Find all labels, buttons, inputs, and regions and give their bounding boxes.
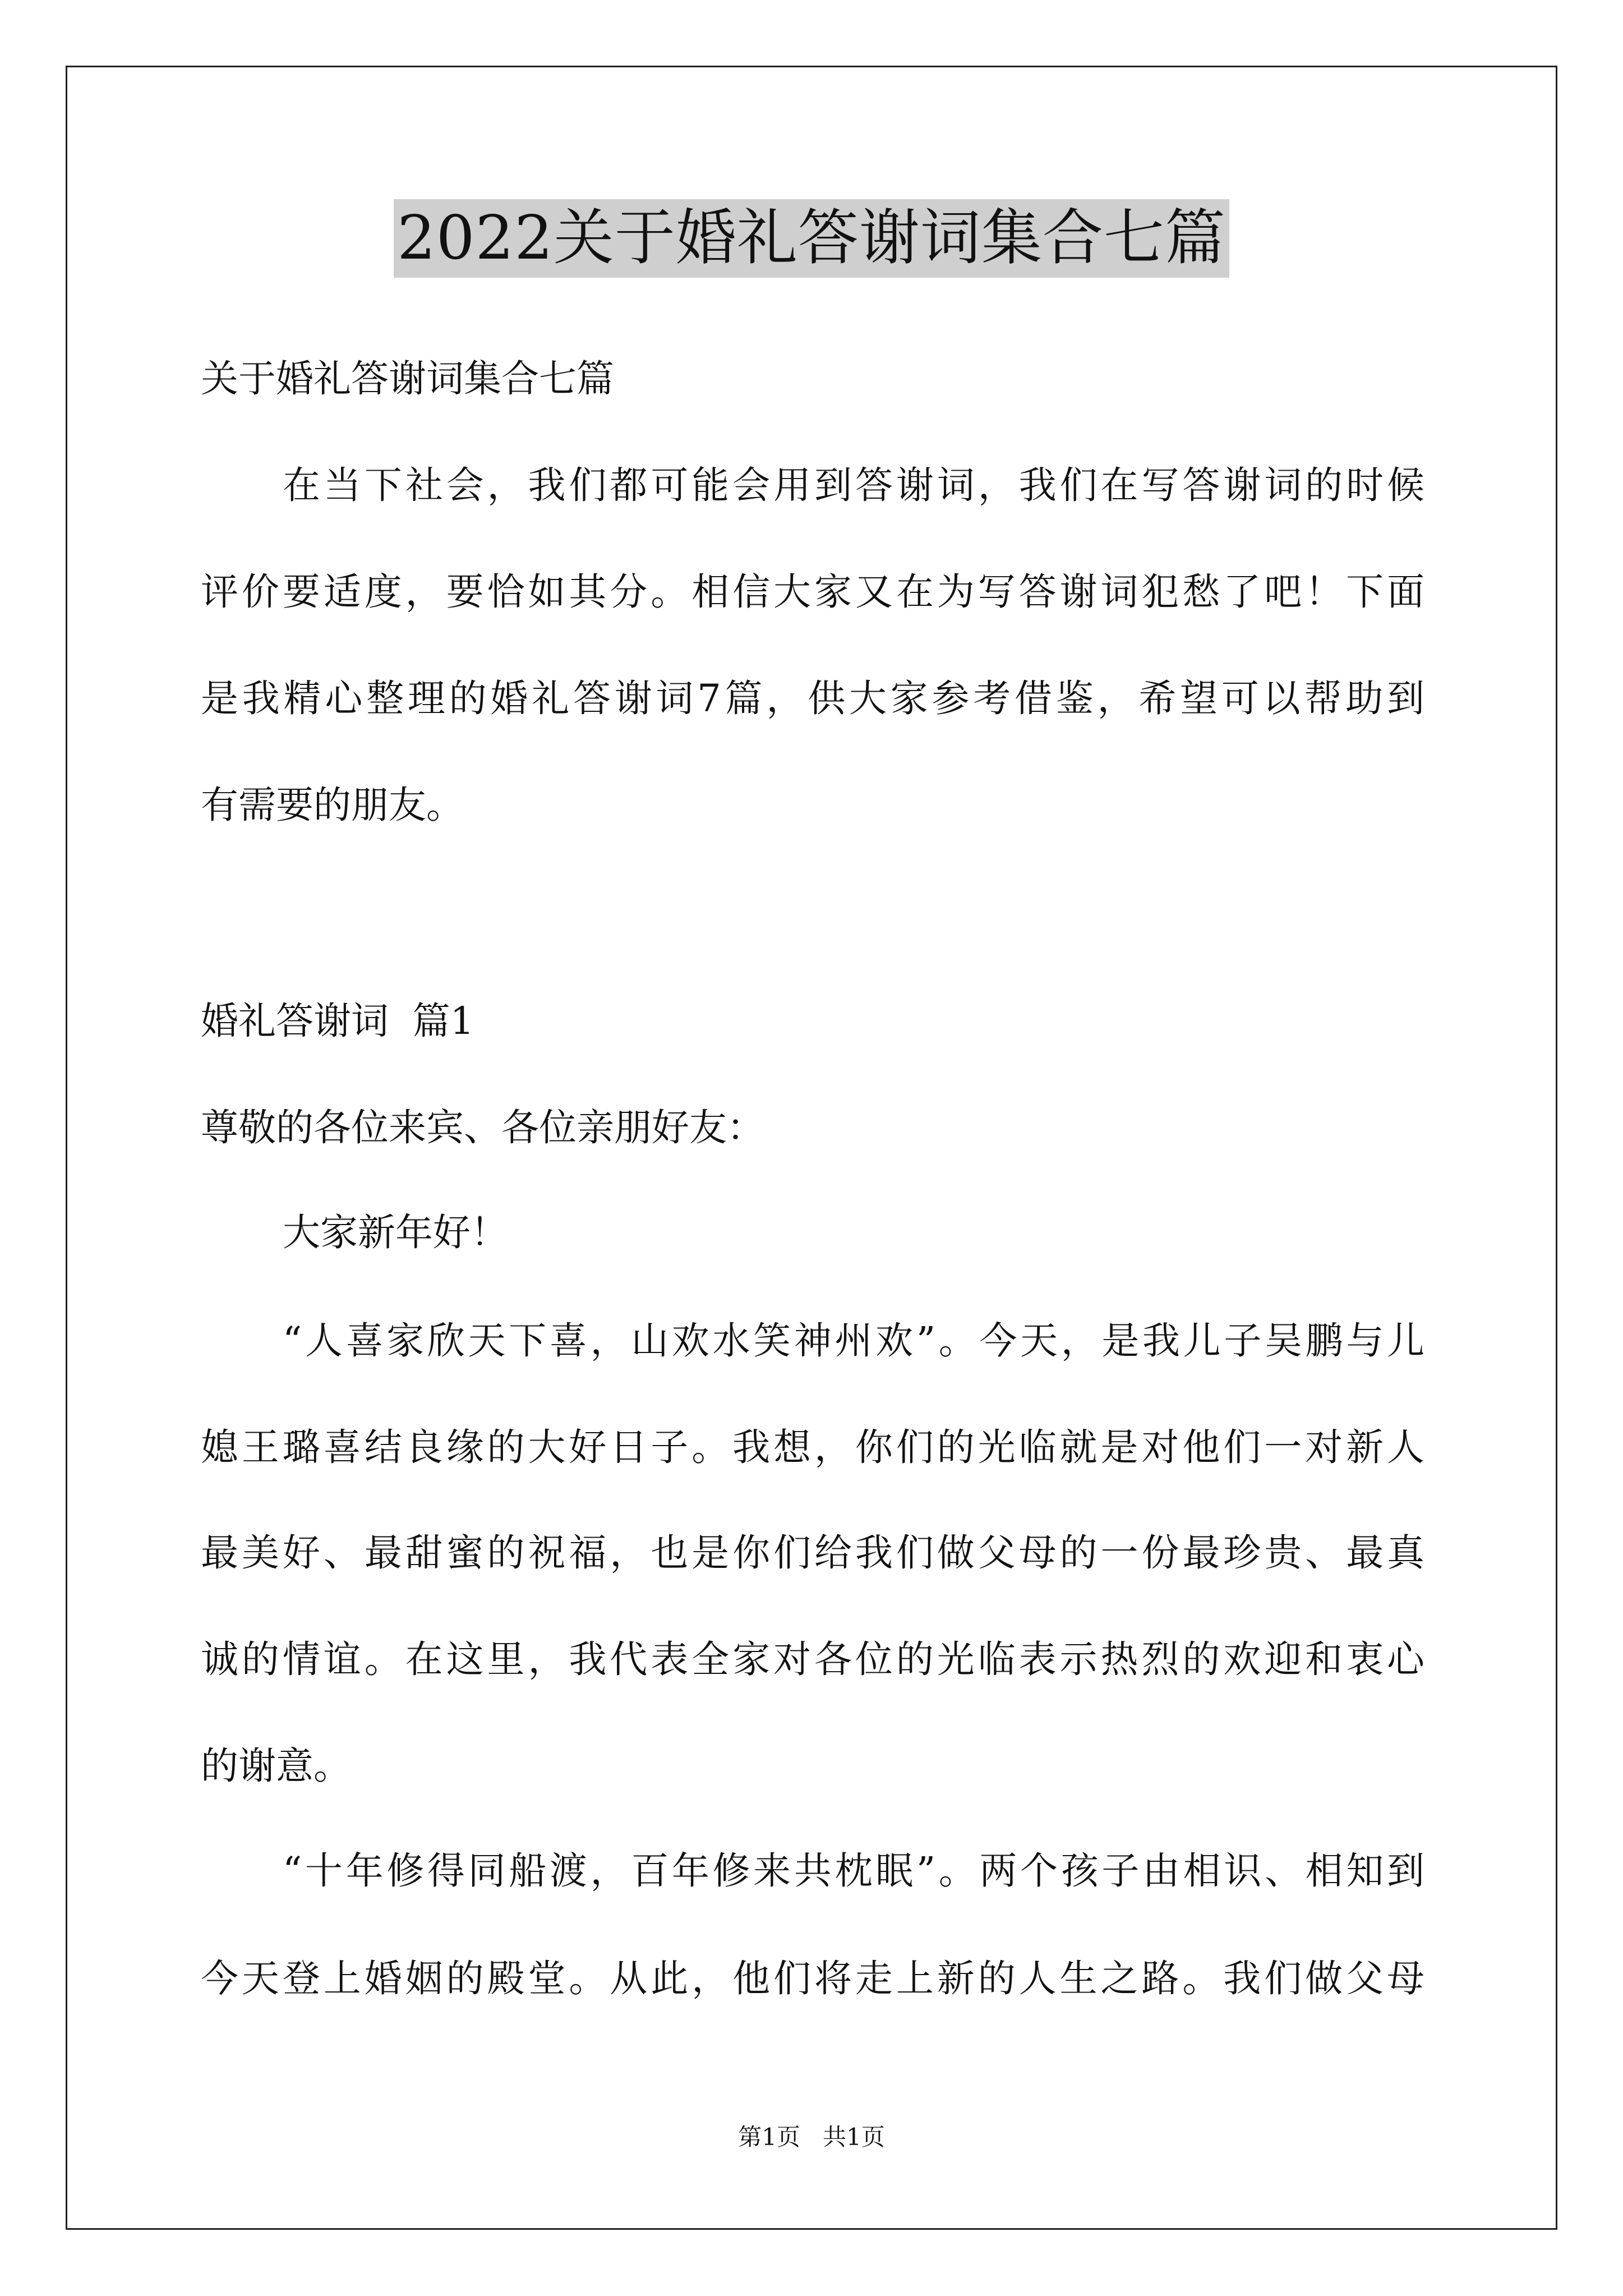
intro-line: 是我精心整理的婚礼答谢词7篇，供大家参考借鉴，希望可以帮助到 — [201, 677, 1424, 720]
paragraph-line: 诚的情谊。在这里，我代表全家对各位的光临表示热烈的欢迎和衷心 — [201, 1637, 1424, 1681]
salutation: 尊敬的各位来宾、各位亲朋好友： — [201, 1106, 764, 1149]
page-footer: 第1页 共1页 — [738, 2123, 885, 2151]
intro-line: 有需要的朋友。 — [201, 783, 464, 827]
intro-line: 在当下社会，我们都可能会用到答谢词，我们在写答谢词的时候 — [283, 463, 1424, 507]
paragraph-line: 最美好、最甜蜜的祝福，也是你们给我们做父母的一份最珍贵、最真 — [201, 1531, 1424, 1575]
greeting: 大家新年好！ — [283, 1211, 508, 1254]
paragraph-line: 今天登上婚姻的殿堂。从此，他们将走上新的人生之路。我们做父母 — [201, 1957, 1424, 2000]
document-title: 2022关于婚礼答谢词集合七篇 — [394, 199, 1229, 278]
paragraph-line: 媳王璐喜结良缘的大好日子。我想，你们的光临就是对他们一对新人 — [201, 1425, 1424, 1469]
paragraph-line: “人喜家欣天下喜，山欢水笑神州欢”。今天，是我儿子吴鹏与儿 — [283, 1319, 1424, 1363]
paragraph-line: “十年修得同船渡，百年修来共枕眠”。两个孩子由相识、相知到 — [283, 1849, 1424, 1893]
section-heading: 婚礼答谢词 篇1 — [201, 999, 474, 1043]
intro-line: 评价要适度，要恰如其分。相信大家又在为写答谢词犯愁了吧！下面 — [201, 570, 1424, 614]
paragraph-line: 的谢意。 — [201, 1744, 351, 1788]
title-container — [0, 199, 1623, 278]
document-subtitle: 关于婚礼答谢词集合七篇 — [201, 357, 614, 401]
